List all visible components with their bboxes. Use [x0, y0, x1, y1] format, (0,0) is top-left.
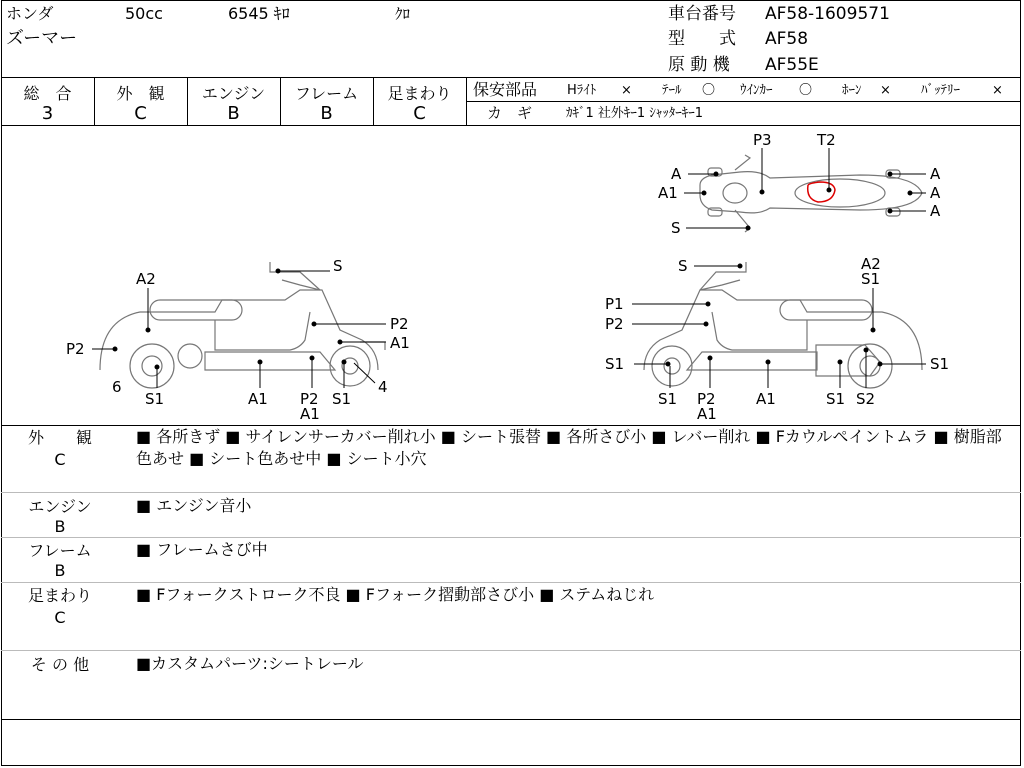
label-right-s1-bottom-2: S1 — [826, 390, 846, 408]
section-other-title: そ の 他 — [30, 655, 90, 674]
section-suspension-title: 足まわり — [27, 586, 92, 605]
label-right-p2: P2 — [605, 315, 624, 333]
label-right-a2: A2 — [861, 255, 881, 273]
label-right-s1-right: S1 — [930, 355, 950, 373]
grade-value-suspension: C — [413, 103, 426, 124]
engine-code: AF55E — [765, 55, 819, 75]
section-exterior-title: 外 観 — [27, 428, 92, 447]
section-engine-text: ■ エンジン音小 — [136, 496, 252, 515]
section-frame-grade: B — [54, 561, 66, 580]
grade-label-engine: エンジン — [201, 84, 266, 103]
label-left-p2: P2 — [66, 340, 85, 358]
label-right-p1: P1 — [605, 295, 624, 313]
safety-item-horn: ﾎｰﾝ — [842, 83, 862, 98]
section-suspension-grade: C — [54, 608, 66, 627]
label-right-p2-bottom: P2 — [697, 390, 716, 408]
model-label: 型 式 — [668, 29, 736, 49]
section-exterior-grade: C — [54, 450, 66, 469]
label-left-6: 6 — [112, 378, 122, 396]
safety-mark-horn: × — [880, 83, 891, 98]
safety-item-battery: ﾊﾞｯﾃﾘｰ — [921, 83, 960, 98]
label-right-a1-bottom: A1 — [756, 390, 776, 408]
safety-mark-tail: 〇 — [702, 83, 716, 98]
safety-mark-headlight: × — [621, 83, 632, 98]
scooter-top-view — [700, 155, 922, 232]
safety-item-headlight: Hﾗｲﾄ — [567, 83, 597, 98]
maker: ホンダ — [6, 4, 54, 23]
section-engine-title: エンジン — [28, 497, 92, 516]
scooter-right-view — [644, 262, 922, 388]
label-left-a1-right: A1 — [390, 334, 410, 352]
label-right-a1-under: A1 — [697, 405, 717, 423]
label-right-s1-bottom: S1 — [658, 390, 678, 408]
frame-number: AF58-1609571 — [765, 4, 890, 24]
grade-label-suspension: 足まわり — [387, 84, 452, 103]
label-left-s1: S1 — [145, 390, 165, 408]
label-left-a2: A2 — [136, 270, 156, 288]
section-frame-text: ■ フレームさび中 — [136, 540, 268, 559]
section-exterior-text: ■ 各所きず ■ サイレンサーカバー削れ小 ■ シート張替 ■ 各所さび小 ■ レバー削れ ■ Fカウルペイントムラ ■ 樹脂部色あせ ■ シート色あせ中 ■ シート小穴 — [136, 427, 1002, 468]
label-left-p2-right: P2 — [390, 315, 409, 333]
label-top-a-right-3: A — [930, 202, 941, 220]
grade-value-overall: 3 — [41, 103, 54, 124]
grade-value-frame: B — [320, 103, 333, 124]
model-code: AF58 — [765, 29, 809, 49]
safety-item-winker: ｳｲﾝｶｰ — [740, 83, 773, 98]
key-label: カ ギ — [487, 104, 533, 122]
safety-label: 保安部品 — [473, 80, 538, 99]
label-top-a1-left: A1 — [658, 184, 678, 202]
displacement: 50cc — [125, 4, 163, 23]
label-left-a1: A1 — [248, 390, 268, 408]
grade-value-engine: B — [227, 103, 240, 124]
label-left-s: S — [333, 257, 343, 275]
safety-item-tail: ﾃｰﾙ — [662, 83, 682, 98]
label-left-p2-bottom: P2 — [300, 390, 319, 408]
section-engine-grade: B — [54, 517, 66, 536]
label-left-a1-under: A1 — [300, 405, 320, 423]
damage-mark — [808, 182, 835, 202]
color: ｸﾛ — [395, 5, 411, 23]
section-frame-title: フレーム — [28, 541, 92, 560]
mileage: 6545 ｷﾛ — [228, 4, 290, 23]
label-right-s: S — [678, 257, 688, 275]
model-name: ズーマー — [6, 28, 78, 49]
label-top-p3: P3 — [753, 131, 772, 149]
label-top-a-right-1: A — [930, 165, 941, 183]
section-other-text: ■カスタムパーツ:シートレール — [136, 654, 364, 673]
label-left-s1-bottom: S1 — [332, 390, 352, 408]
key-value: ｶｷﾞ1 社外ｷｰ1 ｼｬｯﾀｰｷｰ1 — [566, 106, 704, 121]
grade-label-exterior: 外 観 — [116, 84, 165, 103]
grade-label-frame: フレーム — [294, 84, 359, 103]
label-right-s1-top: S1 — [861, 270, 881, 288]
engine-label: 原 動 機 — [668, 55, 730, 75]
label-left-4: 4 — [378, 378, 388, 396]
label-top-a-left: A — [671, 165, 682, 183]
label-top-s: S — [671, 219, 681, 237]
label-top-a-right-2: A — [930, 184, 941, 202]
grade-label-overall: 総 合 — [23, 84, 72, 103]
label-right-s2-bottom: S2 — [856, 390, 876, 408]
safety-mark-winker: 〇 — [799, 83, 813, 98]
frame-number-label: 車台番号 — [668, 4, 736, 24]
label-right-s1-left: S1 — [605, 355, 625, 373]
safety-mark-battery: × — [992, 83, 1003, 98]
label-top-t2: T2 — [817, 131, 836, 149]
grade-value-exterior: C — [134, 103, 147, 124]
section-suspension-text: ■ Fフォークストローク不良 ■ Fフォーク摺動部さび小 ■ ステムねじれ — [136, 585, 655, 604]
